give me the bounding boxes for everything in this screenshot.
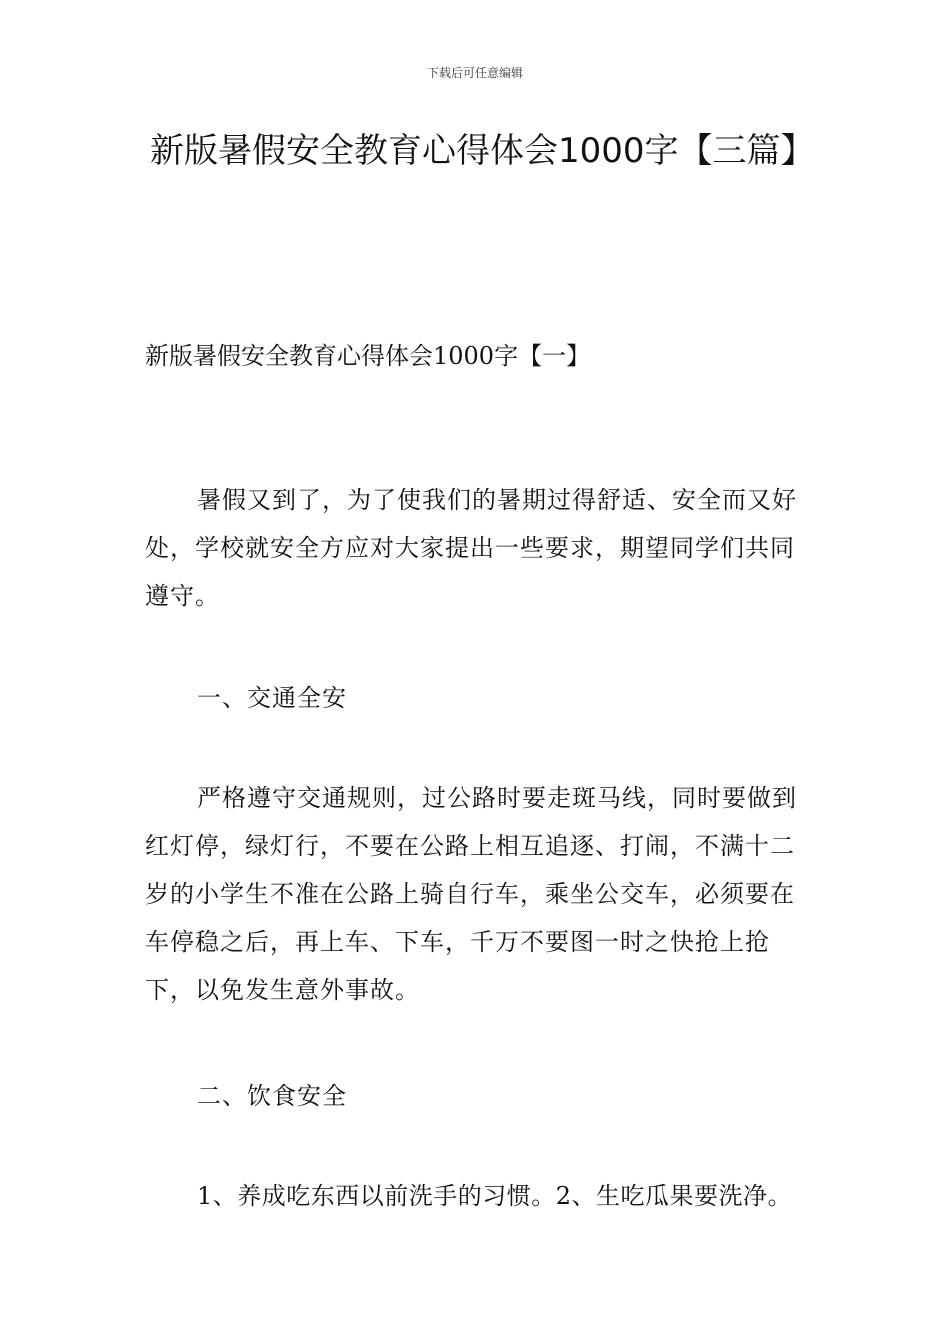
food-safety-paragraph: 1、养成吃东西以前洗手的习惯。2、生吃瓜果要洗净。: [197, 1182, 793, 1210]
intro-paragraph: 暑假又到了，为了使我们的暑期过得舒适、安全而又好处，学校就安全方应对大家提出一些要求，期望同学们共同遵守。: [145, 486, 797, 610]
traffic-safety-heading: 一、交通全安: [197, 684, 347, 712]
document-title: 新版暑假安全教育心得体会1000字【三篇】: [150, 131, 815, 171]
header-note: 下载后可任意编辑: [426, 66, 523, 80]
section-title: 新版暑假安全教育心得体会1000字【一】: [145, 342, 591, 370]
food-safety-heading: 二、饮食安全: [197, 1082, 347, 1110]
traffic-safety-paragraph: 严格遵守交通规则，过公路时要走斑马线，同时要做到红灯停，绿灯行，不要在公路上相互追逐、打闹，不满十二岁的小学生不准在公路上骑自行车，乘坐公交车，必须要在车停稳之后，再上车、下车，千万不要图一时之快抢上抢下，以免发生意外事故。: [145, 784, 797, 1004]
